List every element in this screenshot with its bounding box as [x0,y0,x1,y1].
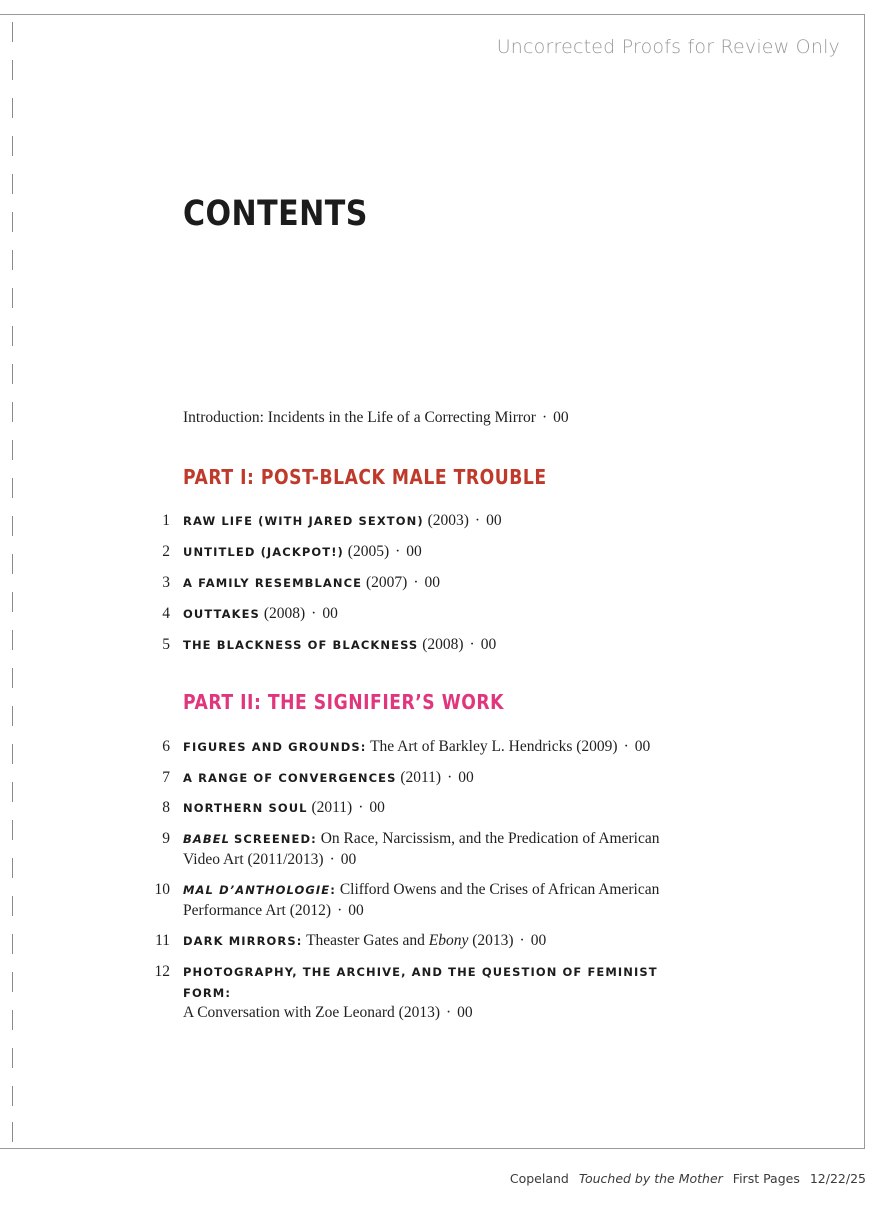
binding-mark [12,820,13,840]
binding-mark [12,1086,13,1106]
chapter-number: 11 [155,932,170,949]
binding-mark [12,706,13,726]
chapter-number: 5 [162,636,170,653]
page-number: 00 [480,636,497,653]
chapter-title-italic: BABEL [183,832,231,846]
binding-mark [12,972,13,992]
separator-dot: · [541,409,548,426]
binding-mark [12,212,13,232]
chapter-number: 4 [162,605,170,622]
separator-dot: · [445,1004,452,1021]
binding-mark [12,402,13,422]
chapter-number: 8 [162,799,170,816]
toc-introduction[interactable] [183,409,569,427]
chapter-number: 9 [162,830,170,847]
chapter-subtitle: Theaster Gates and [306,932,425,949]
footer-book-title: Touched by the Mother [578,1171,723,1186]
page-number: 00 [634,738,651,755]
binding-mark [12,554,13,574]
page-number: 00 [406,543,422,560]
binding-mark [12,516,13,536]
page-number: 00 [530,932,547,949]
chapter-subtitle: On Race, Narcissism, and the Predication of American [320,830,660,847]
binding-mark [12,1010,13,1030]
chapter-number: 12 [154,963,170,980]
proof-watermark: Uncorrected Proofs for Review Only [496,36,840,58]
separator-dot: · [519,932,525,949]
separator-dot: · [413,574,419,591]
separator-dot: · [358,799,364,816]
chapter-title: A FAMILY RESEMBLANCE [183,576,363,590]
page-number: 00 [457,1004,473,1021]
binding-mark [12,782,13,802]
chapter-title: PHOTOGRAPHY, THE ARCHIVE, AND THE QUESTION OF FEMINIST FORM: [183,965,658,1000]
page-number: 00 [369,799,385,816]
part-heading-2: PART II: THE SIGNIFIER’S WORK [183,690,504,714]
binding-mark [12,1048,13,1068]
chapter-year: (2008) [263,605,306,622]
chapter-title: DARK MIRRORS: [183,934,303,948]
footer-date: 12/22/25 [809,1171,866,1186]
binding-mark [12,478,13,498]
chapter-subtitle: A Conversation with Zoe Leonard (2013) [183,1004,440,1021]
chapter-subtitle: Clifford Owens and the Crises of African American [339,881,660,898]
page-number: 00 [340,850,357,868]
part-heading-1: PART I: POST-BLACK MALE TROUBLE [183,465,547,489]
binding-mark [12,136,13,156]
binding-mark [12,896,13,916]
separator-dot: · [337,901,343,919]
chapter-number: 10 [154,881,170,898]
binding-mark [12,1122,13,1142]
separator-dot: · [623,738,629,755]
binding-mark [12,364,13,384]
footer-stage: First Pages [732,1171,800,1186]
separator-dot: · [447,769,453,786]
chapter-title: NORTHERN SOUL [183,801,308,815]
chapter-title: THE BLACKNESS OF BLACKNESS [183,638,419,652]
chapter-year: (2005) [347,543,390,560]
binding-mark [12,98,13,118]
chapter-subtitle-continued: Video Art (2011/2013) [183,850,324,868]
chapter-year: (2011) [311,799,353,816]
chapter-title: OUTTAKES [183,607,260,621]
page-title: CONTENTS [183,194,368,234]
binding-marks [12,22,14,1142]
separator-dot: · [395,543,401,560]
chapter-number: 3 [162,574,170,591]
chapter-number: 6 [162,738,170,755]
binding-mark [12,744,13,764]
binding-mark [12,250,13,270]
separator-dot: · [311,605,317,622]
page-number: 00 [486,512,502,529]
page-number: 00 [424,574,441,591]
intro-title: Introduction: Incidents in the Life of a Correcting Mirror [183,409,536,426]
chapter-title: : [330,883,336,897]
chapter-title: SCREENED: [234,832,317,846]
chapter-year: (2011) [400,769,442,786]
separator-dot: · [469,636,475,653]
binding-mark [12,630,13,650]
chapter-year: (2003) [427,512,469,529]
binding-mark [12,668,13,688]
binding-mark [12,440,13,460]
binding-mark [12,288,13,308]
binding-mark [12,326,13,346]
binding-mark [12,22,13,42]
chapter-title: RAW LIFE (WITH JARED SEXTON) [183,514,424,528]
chapter-number: 7 [162,769,170,786]
page-number: 00 [553,409,569,426]
binding-mark [12,858,13,878]
binding-mark [12,174,13,194]
chapter-title-italic: MAL D’ANTHOLOGIE [183,883,331,897]
chapter-subtitle: The Art of Barkley L. Hendricks (2009) [370,738,618,755]
page-number: 00 [458,769,474,786]
page-number: 00 [348,901,364,919]
page-footer [500,1171,866,1186]
binding-mark [12,592,13,612]
chapter-title: UNTITLED (JACKPOT!) [183,545,344,559]
chapter-year: (2013) [472,932,514,949]
page-number: 00 [322,605,338,622]
chapter-title: FIGURES AND GROUNDS: [183,740,367,754]
separator-dot: · [474,512,481,529]
chapter-year: (2007) [366,574,408,591]
footer-author: Copeland [509,1171,569,1186]
chapter-subtitle-italic: Ebony [428,932,469,949]
binding-mark [12,934,13,954]
binding-mark [12,60,13,80]
chapter-subtitle-continued: Performance Art (2012) [183,901,332,919]
chapter-number: 2 [162,543,170,560]
chapter-number: 1 [162,512,170,529]
chapter-title: A RANGE OF CONVERGENCES [183,771,397,785]
chapter-year: (2008) [422,636,464,653]
separator-dot: · [329,850,335,868]
